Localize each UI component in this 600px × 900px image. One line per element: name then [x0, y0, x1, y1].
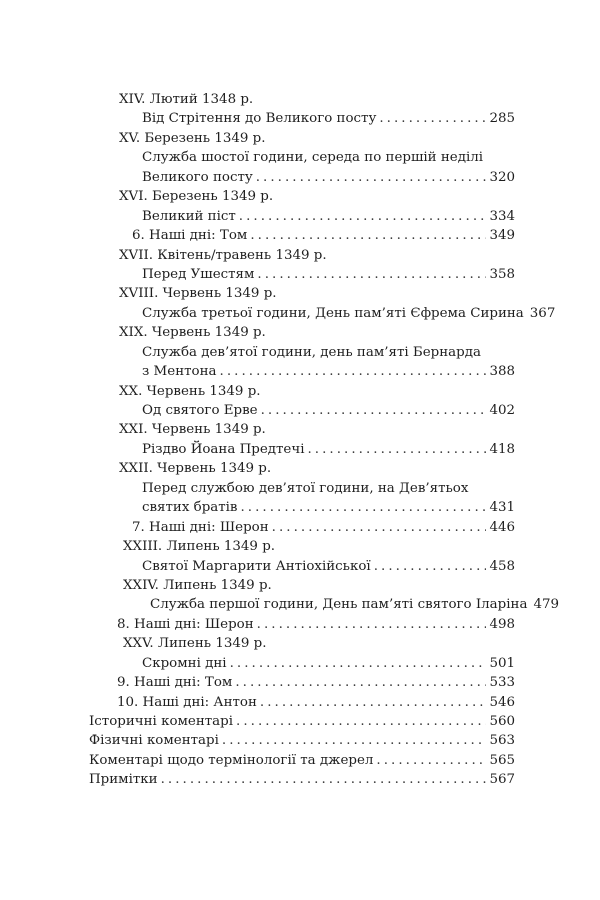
- toc-entry: [89, 751, 515, 770]
- toc-entry: [89, 362, 515, 381]
- toc-entry-title: XIX. Червень 1349 р.: [119, 325, 266, 341]
- toc-page-number: 498: [489, 616, 515, 632]
- toc-entry: [89, 168, 515, 187]
- toc-entry-title: Різдво Йоана Предтечі: [142, 441, 305, 457]
- toc-entry: [89, 284, 515, 303]
- toc-entry-title: XVIII. Червень 1349 р.: [119, 286, 277, 302]
- dot-leader: [230, 654, 487, 673]
- toc-entry: [89, 148, 515, 167]
- toc-entry: [89, 246, 515, 265]
- dot-leader: [374, 557, 487, 576]
- dot-leader: [257, 265, 486, 284]
- toc-entry-title: XIV. Лютий 1348 р.: [119, 92, 254, 107]
- toc-entry-title: святих братів: [142, 500, 238, 516]
- dot-leader: [250, 226, 486, 245]
- dot-leader: [161, 770, 487, 789]
- dot-leader: [379, 109, 486, 128]
- toc-entry-title: XXV. Липень 1349 р.: [123, 636, 267, 652]
- toc-entry: [89, 518, 515, 537]
- dot-leader: [307, 440, 486, 459]
- toc-entry: [89, 90, 515, 109]
- toc-entry-title: Великий піст: [142, 208, 236, 224]
- toc-entry: [89, 537, 515, 556]
- toc-page-number: 567: [489, 772, 515, 788]
- toc-page-number: 533: [489, 675, 515, 691]
- toc-entry: [89, 459, 515, 478]
- toc-entry: [89, 576, 515, 595]
- toc-entry: [89, 654, 515, 673]
- table-of-contents: [89, 90, 559, 790]
- toc-entry: [89, 420, 515, 439]
- dot-leader: [240, 498, 486, 517]
- toc-entry-title: Примітки: [89, 772, 158, 788]
- toc-entry: [89, 770, 515, 789]
- toc-entry: [89, 440, 515, 459]
- toc-entry: [89, 109, 515, 128]
- toc-entry-title: Служба дев’ятої години, день пам’яті Бернарда: [142, 344, 481, 360]
- toc-page-number: 418: [489, 441, 515, 457]
- toc-entry-title: Від Стрітення до Великого посту: [142, 111, 377, 127]
- toc-entry: [89, 343, 515, 362]
- toc-page-number: 563: [489, 733, 515, 749]
- toc-entry-title: 7. Наші дні: Шерон: [132, 519, 269, 535]
- toc-entry-title: Фізичні коментарі: [89, 733, 219, 749]
- toc-page-number: 388: [489, 364, 515, 380]
- toc-entry-title: XX. Червень 1349 р.: [119, 383, 261, 399]
- toc-entry-title: XXII. Червень 1349 р.: [119, 461, 272, 477]
- toc-entry-title: Святої Маргарити Антіохійської: [142, 558, 371, 574]
- toc-entry: [89, 673, 515, 692]
- toc-entry: [89, 731, 515, 750]
- toc-entry: [89, 265, 515, 284]
- toc-entry: [89, 479, 515, 498]
- dot-leader: [376, 751, 486, 770]
- toc-entry-title: XXIV. Липень 1349 р.: [123, 577, 272, 593]
- toc-entry: [89, 595, 559, 614]
- toc-entry: [89, 129, 515, 148]
- toc-entry-title: Од святого Ерве: [142, 403, 258, 418]
- dot-leader: [261, 401, 487, 420]
- toc-page-number: 458: [489, 558, 515, 574]
- toc-entry-title: Служба шостої години, середа по першій неділі: [142, 150, 484, 166]
- dot-leader: [256, 168, 487, 187]
- dot-leader: [260, 693, 487, 712]
- toc-entry: [89, 323, 515, 342]
- toc-page-number: 501: [489, 655, 515, 671]
- toc-entry-title: Служба третьої години, День пам’яті Єфрема Сирина: [142, 305, 524, 321]
- dot-leader: [272, 518, 487, 537]
- toc-entry: [89, 712, 515, 731]
- toc-entry: [89, 634, 515, 653]
- toc-entry-title: Перед службою дев’ятої години, на Дев’ятьох: [142, 480, 469, 496]
- dot-leader: [220, 362, 487, 381]
- toc-entry: [89, 693, 515, 712]
- toc-entry: [89, 304, 556, 323]
- dot-leader: [222, 731, 487, 750]
- toc-entry-title: XVI. Березень 1349 р.: [119, 189, 274, 205]
- toc-page-number: 402: [489, 403, 515, 418]
- toc-entry-title: з Ментона: [142, 364, 217, 380]
- toc-entry: [89, 557, 515, 576]
- toc-page-number: 285: [489, 111, 515, 127]
- toc-entry-title: 6. Наші дні: Том: [132, 228, 248, 244]
- toc-page-number: 349: [489, 228, 515, 244]
- toc-entry-title: 8. Наші дні: Шерон: [117, 616, 254, 632]
- toc-page-number: 479: [533, 597, 559, 613]
- toc-entry-title: XXI. Червень 1349 р.: [119, 422, 266, 438]
- toc-entry: [89, 615, 515, 634]
- toc-page-number: 358: [489, 266, 515, 282]
- toc-entry-title: Історичні коментарі: [89, 714, 234, 729]
- toc-entry-title: Служба першої години, День пам’яті святого Іларіна: [150, 597, 528, 613]
- toc-entry: [89, 226, 515, 245]
- toc-entry-title: Перед Ушестям: [142, 266, 255, 282]
- toc-page-number: 367: [529, 305, 556, 321]
- toc-entry: [89, 382, 515, 401]
- toc-page-number: 546: [489, 694, 515, 710]
- toc-entry-title: Коментарі щодо термінології та джерел: [89, 752, 374, 768]
- toc-entry-title: 10. Наші дні: Антон: [117, 694, 257, 710]
- toc-entry-title: 9. Наші дні: Том: [117, 675, 233, 691]
- toc-page-number: 560: [489, 714, 515, 729]
- dot-leader: [239, 207, 487, 226]
- toc-entry-title: XVII. Квітень/травень 1349 р.: [119, 247, 327, 263]
- toc-page-number: 431: [489, 500, 515, 516]
- toc-entry-title: XV. Березень 1349 р.: [119, 130, 266, 146]
- toc-entry: [89, 401, 515, 420]
- toc-page-number: 334: [489, 208, 515, 224]
- toc-entry-title: Великого посту: [142, 169, 253, 185]
- dot-leader: [236, 712, 486, 731]
- toc-entry-title: XXIII. Липень 1349 р.: [123, 539, 276, 555]
- toc-entry: [89, 207, 515, 226]
- dot-leader: [257, 615, 487, 634]
- toc-entry-title: Скромні дні: [142, 655, 227, 671]
- toc-page-number: 446: [489, 519, 515, 535]
- toc-entry: [89, 187, 515, 206]
- toc-page-number: 320: [489, 169, 515, 185]
- dot-leader: [235, 673, 486, 692]
- toc-entry: [89, 498, 515, 517]
- toc-page-number: 565: [489, 752, 515, 768]
